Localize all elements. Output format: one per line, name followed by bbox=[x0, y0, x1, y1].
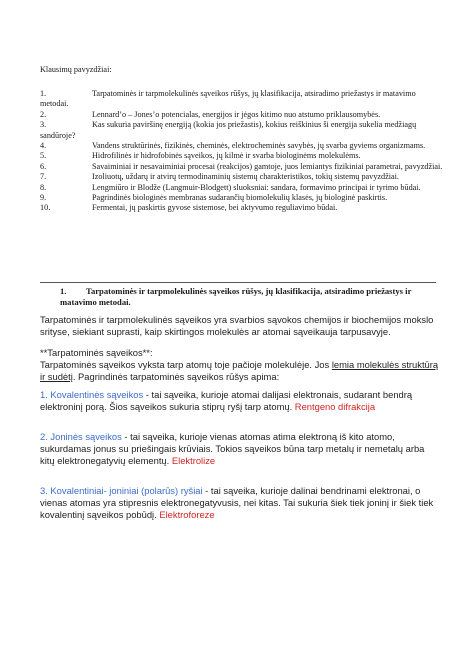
item-text: - tai sąveika, kurioje vienas atomas atima elektroną iš kito atomo, sukurdamas jonus su priešingais krūviais. Tokios sąveikos būna tarp metalų ir nemetalų arba kitų elektronegatyvių elementų. bbox=[40, 431, 425, 467]
list-item-number: 3. bbox=[40, 120, 47, 130]
list-item bbox=[40, 141, 444, 151]
list-item bbox=[40, 193, 444, 203]
list-item-text: Hidrofilinės ir hidrofobinės sąveikos, jų kilmė ir svarba biologinėms molekulėms. bbox=[92, 151, 361, 161]
list-item bbox=[40, 203, 444, 213]
section-number: 1. bbox=[60, 286, 67, 296]
section-divider bbox=[40, 282, 436, 283]
list-item bbox=[40, 151, 444, 161]
underlined-text: lemia molekulės struktūrą ir sudėtį bbox=[40, 359, 439, 383]
paragraph-text: . Pagrindinės tarpatominės sąveikos rūšys apima: bbox=[72, 371, 280, 383]
list-item bbox=[40, 431, 440, 468]
item-text: - tai sąveika, kurioje dalinai bendrinami elektronai, o vienas atomas yra stipresnis elektronegatyvusis, nei kitas. Tai sukuria šiek tiek joninį ir šiek tiek kovalentinį sąveikos pobūdį. bbox=[40, 485, 434, 521]
item-text: - tai sąveika, kurioje atomai dalijasi elektronais, sudarant bendrą elektroninį porą. Šios sąveikos sukuria stiprų ryšį tarp atomų. bbox=[40, 389, 413, 413]
list-item-text: Savaiminiai ir nesavaiminiai procesai (reakcijos) gamtoje, juos lemiantys fizikiniai parametrai, pavyzdžiai. bbox=[92, 161, 443, 171]
subheading: **Tarpatominės sąveikos**: bbox=[40, 347, 153, 358]
method-label: Elektrolize bbox=[171, 455, 216, 467]
list-item bbox=[40, 485, 440, 522]
list-item-number: 8. bbox=[40, 182, 47, 192]
intro-label: Klausimų pavyzdžiai: bbox=[40, 65, 112, 74]
list-item-number: 1. bbox=[40, 89, 47, 98]
list-item bbox=[40, 162, 444, 172]
question-list bbox=[40, 89, 444, 214]
list-item-text: Fermentai, jų paskirtis gyvose sistemose, bei aktyvumo reguliavimo būdai. bbox=[92, 203, 338, 213]
list-item bbox=[40, 110, 444, 120]
item-label: 2. Joninės sąveikos bbox=[40, 431, 122, 442]
list-item-number: 9. bbox=[40, 193, 47, 203]
list-item-text: Pagrindinės biologinės membranas sudarančių biomolekulių klasės, jų biologinė paskirtis. bbox=[92, 193, 388, 203]
section-title bbox=[60, 286, 430, 308]
list-item-text: Lengmiūro ir Blodže (Langmuir-Blodgett) sluoksniai: sandara, formavimo principai ir tyrimo būdai. bbox=[92, 182, 421, 192]
paragraph-interatomic bbox=[40, 359, 440, 383]
list-item-text: Lennard’o – Jones’o potencialas, energijos ir jėgos kitimo nuo atstumo priklausomybės. bbox=[92, 109, 381, 119]
method-label: Elektroforeze bbox=[159, 509, 215, 521]
list-item-number: 2. bbox=[40, 109, 47, 119]
list-item-number: 6. bbox=[40, 161, 47, 171]
list-item-number: 4. bbox=[40, 141, 47, 151]
list-item bbox=[40, 389, 440, 413]
list-item-number: 5. bbox=[40, 151, 47, 161]
list-item-text: Vandens struktūrinės, fizikinės, cheminės, elektrocheminės savybės, jų svarba gyviems organizmams. bbox=[92, 141, 426, 151]
section-title-text: Tarpatominės ir tarpmolekulinės sąveikos rūšys, jų klasifikacija, atsiradimo priežastys ir matavimo metodai. bbox=[60, 286, 412, 307]
list-item-number: 7. bbox=[40, 172, 47, 182]
list-item-text: Kas sukuria paviršinę energiją (kokia jos priežastis), kokius reiškinius ši energija sukelia medžiagų sandūroje? bbox=[40, 120, 417, 140]
item-label: 3. Kovalentiniai- joniniai (polarūs) ryšiai bbox=[40, 485, 203, 496]
paragraph-intro: Tarpatominės ir tarpmolekulinės sąveikos yra svarbios sąvokos chemijos ir biochemijos mokslo srityse, siekiant suprasti, kaip skirtingos molekulės ar atomai sąveikauja tarpusavyje. bbox=[40, 314, 434, 338]
item-label: 1. Kovalentinės sąveikos bbox=[40, 389, 144, 400]
list-item-text: Tarpatominės ir tarpmolekulinės sąveikos rūšys, jų klasifikacija, atsiradimo priežastys ir matavimo metodai. bbox=[40, 89, 416, 109]
list-item bbox=[40, 89, 444, 110]
list-item-number: 10. bbox=[40, 203, 51, 213]
method-label: Rentgeno difrakcija bbox=[294, 401, 376, 413]
list-item bbox=[40, 120, 444, 141]
list-item bbox=[40, 172, 444, 182]
paragraph-text: Tarpatominės sąveikos vyksta tarp atomų toje pačioje molekulėje. Jos bbox=[40, 359, 332, 370]
list-item bbox=[40, 183, 444, 193]
list-item-text: Izoliuotų, uždarų ir atvirų termodinaminių sistemų charakteristikos, tokių sistemų pavyzdžiai. bbox=[92, 172, 399, 182]
